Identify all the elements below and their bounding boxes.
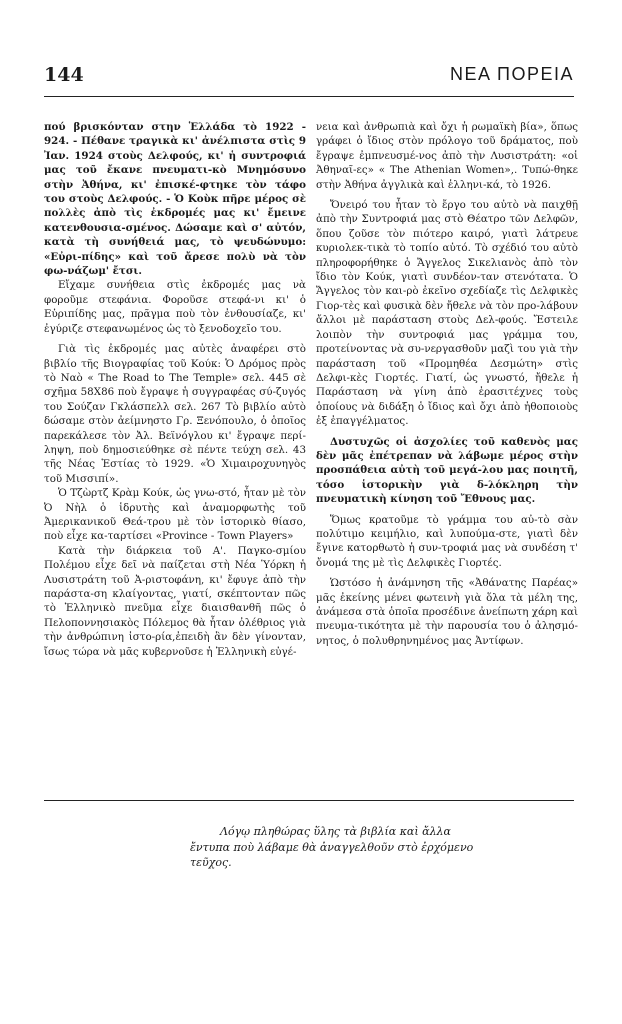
left-paragraph-4: Ὁ Τζὼρτζ Κρὰμ Κούκ, ὡς γνω-στό, ἦταν μὲ τὸν Ὀ Νὴλ ὁ ἱδρυτὴς καὶ ἀναμορφωτὴς τοῦ Ἀμερικανικοῦ Θεά-τρου μὲ τὸν ἱστορικὸ θίασο, ποὺ εἶχε κα-ταρτίσει «Province - Town Players» bbox=[44, 487, 306, 543]
right-paragraph-1: νεια καὶ ἀνθρωπιὰ καὶ ὄχι ἡ ρωμαϊκὴ βία», ὅπως γράφει ὁ ἴδιος στὸν πρόλογο τοῦ δράματος, ποὺ ἔγραψε ἐμπνευσμέ-νος ἀπὸ τὴν Λυσιστράτη: «οἱ Ἀθηναῖ-ες» « The Athenian Women»,. Τυπώ-θηκε στὴν Ἀθήνα ἀγγλικὰ καὶ ἑλληνι-κά, τὸ 1926. bbox=[316, 121, 578, 191]
right-paragraph-3: Δυστυχῶς οἱ ἀσχολίες τοῦ καθενὸς μας δὲν μᾶς ἐπέτρεπαν νὰ λάβωμε μέρος στὴν προσπάθεια αὐτὴ τοῦ μεγά-λου μας ποιητῆ, τόσο ἱστορικὴν γιὰ δ-λόκληρη τὴν πνευματικὴ κίνηση τοῦ Ἔθνους μας. bbox=[316, 435, 578, 506]
right-paragraph-4: Ὅμως κρατοῦμε τὸ γράμμα του αὐ-τὸ σὰν πολύτιμο κειμήλιο, καὶ λυπούμα-στε, γιατὶ δὲν ἔγινε κατορθωτὸ ἡ συν-τροφιά μας νὰ συνδέση τ' ὄνομά της μὲ τὶς Δελφικὲς Γιορτές. bbox=[316, 513, 578, 569]
left-paragraph-5: Κατὰ τὴν διάρκεια τοῦ Α'. Παγκο-σμίου Πολέμου εἶχε δεῖ νὰ παίζεται στὴ Νέα Ὑόρκη ἡ Λυσιστράτη τοῦ Ἀ-ριστοφάνη, κι' ἔφυγε ἀπὸ τὴν παράστα-ση κλαίγοντας, γιατί, σκέπτονταν πῶς τὸ Ἑλληνικὸ πνεῦμα εἶχε διαισθανθῆ πῶς ὁ Πελοποννησιακὸς Πόλεμος θὰ ἦταν ὀλέθριος γιὰ τὴν ἀνθρώπινη ἱστο-ρία,ἐπειδὴ ἂν δὲν γίνονταν, ἴσως τώρα νὰ μᾶς κυβερνοῦσε ἡ Ἑλληνικὴ εὐγέ- bbox=[44, 544, 306, 658]
header-rule bbox=[44, 96, 574, 97]
footer-rule bbox=[44, 800, 574, 801]
right-paragraph-5: Ὡστόσο ἡ ἀνάμνηση τῆς «Ἀθάνατης Παρέας» μᾶς ἐκείνης μένει φωτεινὴ γιὰ ὅλα τὰ μέλη της, ἀνάμεσα στὰ ὁποῖα προσέδινε ἀνείπωτη χάρη καὶ πνευμα-τικότητα μὲ τὴν παρουσία του ὁ ἀλησμό-νητος, ὁ πολυθρηνημένος μας Ἀντίφων. bbox=[316, 577, 578, 647]
right-column bbox=[316, 120, 578, 648]
editorial-note: Λόγῳ πληθώρας ὕλης τὰ βιβλία καὶ ἄλλα ἔντυπα ποὺ λάβαμε θὰ ἀναγγελθοῦν στὸ ἐρχόμενο τεῦχος. bbox=[190, 825, 474, 869]
left-paragraph-2: Εἴχαμε συνήθεια στὶς ἐκδρομές μας νὰ φοροῦμε στεφάνια. Φοροῦσε στεφά-νι κι' ὁ Εὐριπίδης μας, πρᾶγμα ποὺ τὸν ἐνθουσίαζε, κι' ἐγύριζε στεφανωμένος ὡς τὸ ξενοδοχεῖο του. bbox=[44, 279, 306, 335]
page-number: 144 bbox=[44, 64, 84, 86]
right-paragraph-2: Ὄνειρό του ἦταν τὸ ἔργο του αὐτὸ νὰ παιχθῇ ἀπὸ τὴν Συντροφιά μας στὸ Θέατρο τῶν Δελφῶν, ὅπου ζοῦσε τὸν πιότερο καιρό, γιατὶ λάτρευε κυριολεκ-τικὰ τὸ τοπίο αὐτό. Τὸ σχέδιό του αὐτὸ πληροφορήθηκε ὁ Ἄγγελος Σικελιανὸς ἀπὸ τὸν ἴδιο τὸν Κούκ, γιατὶ συνδέον-ταν στενότατα. Ὁ Ἄγγελος τὸν και-ρὸ ἐκεῖνο σχεδίαζε τὶς Δελφικὲς Γιορ-τὲς καὶ φυσικὰ δὲν ἤθελε νὰ τὸν προ-λάβουν ἄλλοι μὲ παράσταση στοὺς Δελ-φούς. Ἔστειλε λοιπὸν τὴν συντροφιά μας γράμμα του, προτείνοντας νὰ συ-νεργασθοῦν μαζὶ του γιὰ τὴν παράσταση τοῦ «Προμηθέα Δεσμώτη» στὶς Δελφι-κὲς Γιορτές. Γιατί, ὡς γνωστό, ἤθελε ἡ Παράσταση νὰ γίνη ἀπὸ ἐρασιτέχνες τοὺς ὁποίους νὰ διδάξη ὁ ἴδιος καὶ ὄχι ἀπὸ ἠθοποιοὺς ἐξ ἐπαγγέλματος. bbox=[316, 199, 578, 428]
left-paragraph-1: πού βρισκόνταν στην Ἑλλάδα τὸ 1922 - 924. - Πέθανε τραγικὰ κι' ἀνέλπιστα στὶς 9 Ἰαν. 1924 στοὺς Δελφούς, κι' ἡ συντροφιά μας τοῦ ἔκανε πνευματι-κὸ Μνημόσυνο στὴν Ἀθήνα, κι' ἐπισκέ-φτηκε τὸν τάφο του στοὺς Δελφούς. - Ὁ Κοὺκ πῆρε μέρος σὲ πολλὲς ἀπὸ τὶς ἐκδρομές μας κι' ἔμεινε κατενθουσια-σμένος. Δώσαμε καὶ σ' αὐτόν, κατὰ τὴ συνήθειά μας, τὸ ψευδώνυμο: «Εὐρι-πίδης» καὶ τοῦ ἄρεσε πολὺ νὰ τὸν φω-νάζωμ' ἔτσι. bbox=[44, 121, 306, 278]
left-paragraph-3: Γιὰ τὶς ἐκδρομές μας αὐτὲς ἀναφέρει στὸ βιβλίο τῆς Βιογραφίας τοῦ Κούκ: Ὁ Δρόμος πρὸς τὸ Ναὸ « The Road to The Temple» σελ. 445 σὲ σχῆμα 58Χ86 ποὺ ἔγραψε ἡ συγγραφέας σύ-ζυγός του Σούζαν Γκλάσπελλ σελ. 267 Τὸ βιβλίο αὐτὸ δώσαμε στὸν ἀείμνηστο Γρ. Ξενόπουλο, ὁ ὁποῖος παρεκάλεσε τὸν Ἀλ. Βεϊνόγλου κι' ἔγραψε περί-ληψη, ποὺ δημοσιεύθηκε σὲ πέντε τεύχη σελ. 43 τῆς Νέας Ἑστίας τὸ 1929. «Ὁ Χιμαιροχυνηγὸς τοῦ Μισσιπί». bbox=[44, 343, 306, 485]
left-column bbox=[44, 120, 306, 659]
running-head-journal-title: ΝΕΑ ΠΟΡΕΙΑ bbox=[449, 64, 574, 84]
